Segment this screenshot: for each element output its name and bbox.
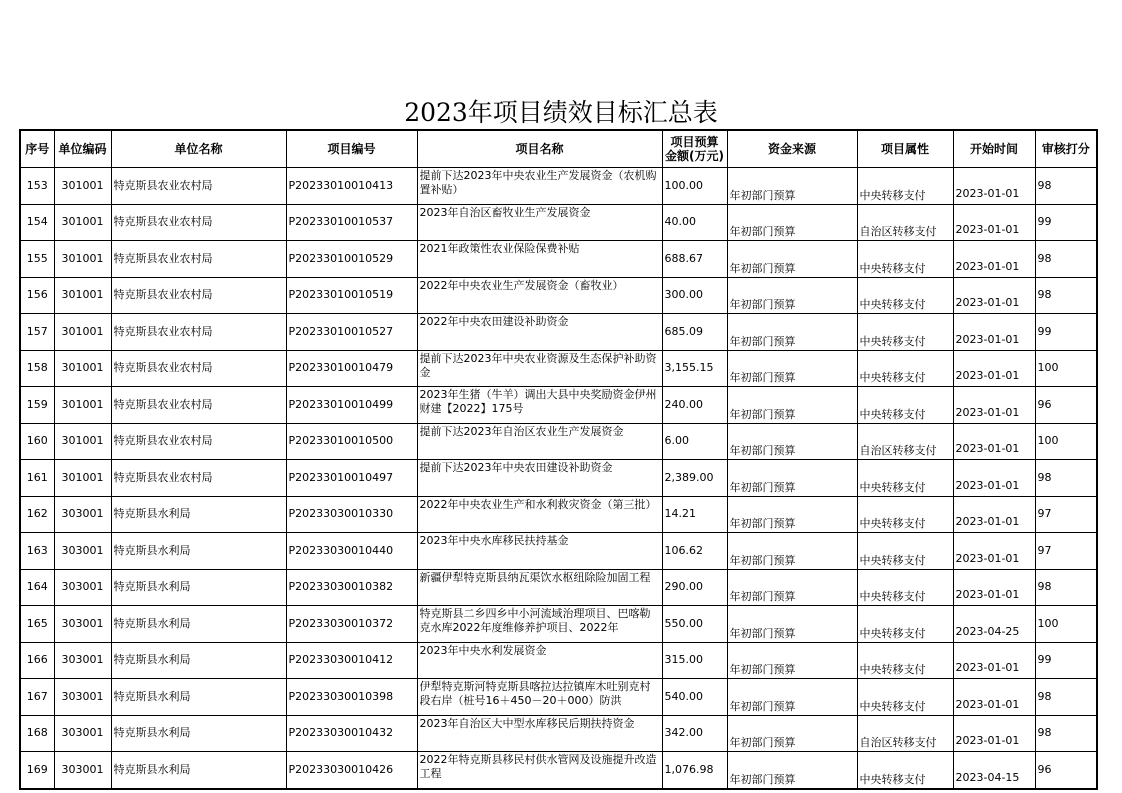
cell-unit-code: 301001 bbox=[54, 423, 111, 460]
cell-amount: 1,076.98 bbox=[662, 752, 727, 789]
cell-score: 99 bbox=[1035, 642, 1097, 679]
header-amount-line2: 金额(万元) bbox=[665, 149, 724, 163]
header-amount-line1: 项目预算 bbox=[670, 135, 719, 149]
cell-amount: 14.21 bbox=[662, 496, 727, 533]
cell-project-name bbox=[417, 168, 662, 205]
cell-score: 98 bbox=[1035, 715, 1097, 752]
cell-fund-source: 年初部门预算 bbox=[727, 350, 857, 387]
cell-project-name bbox=[417, 606, 662, 643]
cell-attribute: 中央转移支付 bbox=[857, 679, 953, 716]
cell-start-date: 2023-01-01 bbox=[953, 715, 1035, 752]
project-name-text: 伊犁特克斯河特克斯县喀拉达拉镇库木吐别克村段右岸（桩号16＋450－20＋000）防洪 bbox=[419, 680, 651, 707]
table-row bbox=[20, 533, 1097, 570]
project-name-text: 提前下达2023年中央农业生产发展资金（农机购置补贴） bbox=[419, 169, 657, 196]
cell-project-code: P20233010010537 bbox=[286, 204, 417, 241]
cell-fund-source: 年初部门预算 bbox=[727, 423, 857, 460]
cell-start-date: 2023-01-01 bbox=[953, 168, 1035, 205]
cell-project-name bbox=[417, 569, 662, 606]
cell-amount: 240.00 bbox=[662, 387, 727, 424]
cell-fund-source: 年初部门预算 bbox=[727, 569, 857, 606]
cell-project-code: P20233030010382 bbox=[286, 569, 417, 606]
cell-score: 98 bbox=[1035, 241, 1097, 278]
project-summary-table bbox=[19, 129, 1098, 790]
table-row bbox=[20, 715, 1097, 752]
header-project-code: 项目编号 bbox=[286, 130, 417, 168]
cell-score: 100 bbox=[1035, 423, 1097, 460]
table-row bbox=[20, 569, 1097, 606]
cell-project-code: P20233030010440 bbox=[286, 533, 417, 570]
cell-project-name bbox=[417, 679, 662, 716]
cell-seq: 169 bbox=[20, 752, 54, 789]
cell-unit-name: 特克斯县农业农村局 bbox=[111, 350, 286, 387]
cell-unit-code: 303001 bbox=[54, 752, 111, 789]
cell-attribute: 中央转移支付 bbox=[857, 387, 953, 424]
cell-start-date: 2023-04-15 bbox=[953, 752, 1035, 789]
cell-start-date: 2023-01-01 bbox=[953, 277, 1035, 314]
cell-start-date: 2023-01-01 bbox=[953, 679, 1035, 716]
project-name-text: 特克斯县二乡四乡中小河流域治理项目、巴喀勒克水库2022年度维修养护项目、2022年 bbox=[419, 607, 651, 634]
cell-unit-code: 303001 bbox=[54, 642, 111, 679]
header-unit-name: 单位名称 bbox=[111, 130, 286, 168]
cell-amount: 100.00 bbox=[662, 168, 727, 205]
cell-amount: 342.00 bbox=[662, 715, 727, 752]
cell-project-code: P20233010010497 bbox=[286, 460, 417, 497]
cell-unit-name: 特克斯县农业农村局 bbox=[111, 460, 286, 497]
cell-start-date: 2023-01-01 bbox=[953, 387, 1035, 424]
cell-project-code: P20233010010479 bbox=[286, 350, 417, 387]
cell-seq: 160 bbox=[20, 423, 54, 460]
cell-attribute: 中央转移支付 bbox=[857, 642, 953, 679]
cell-project-code: P20233030010330 bbox=[286, 496, 417, 533]
cell-project-name bbox=[417, 752, 662, 789]
cell-project-name bbox=[417, 423, 662, 460]
cell-score: 97 bbox=[1035, 496, 1097, 533]
cell-amount: 300.00 bbox=[662, 277, 727, 314]
cell-attribute: 中央转移支付 bbox=[857, 533, 953, 570]
cell-seq: 168 bbox=[20, 715, 54, 752]
project-name-text: 2022年中央农业生产发展资金（畜牧业） bbox=[419, 278, 624, 292]
project-name-text: 2022年特克斯县移民村供水管网及设施提升改造工程 bbox=[419, 753, 657, 780]
cell-seq: 163 bbox=[20, 533, 54, 570]
cell-project-name bbox=[417, 350, 662, 387]
cell-project-name bbox=[417, 241, 662, 278]
cell-attribute: 自治区转移支付 bbox=[857, 423, 953, 460]
cell-unit-name: 特克斯县水利局 bbox=[111, 642, 286, 679]
cell-seq: 161 bbox=[20, 460, 54, 497]
cell-unit-name: 特克斯县水利局 bbox=[111, 606, 286, 643]
cell-unit-name: 特克斯县农业农村局 bbox=[111, 168, 286, 205]
cell-unit-code: 301001 bbox=[54, 350, 111, 387]
cell-unit-code: 301001 bbox=[54, 168, 111, 205]
cell-project-name bbox=[417, 314, 662, 351]
cell-amount: 3,155.15 bbox=[662, 350, 727, 387]
cell-fund-source: 年初部门预算 bbox=[727, 314, 857, 351]
cell-project-code: P20233010010500 bbox=[286, 423, 417, 460]
cell-amount: 688.67 bbox=[662, 241, 727, 278]
page-title: 2023年项目绩效目标汇总表 bbox=[404, 98, 718, 127]
cell-project-code: P20233010010413 bbox=[286, 168, 417, 205]
cell-unit-name: 特克斯县水利局 bbox=[111, 533, 286, 570]
cell-attribute: 自治区转移支付 bbox=[857, 204, 953, 241]
cell-unit-name: 特克斯县水利局 bbox=[111, 496, 286, 533]
cell-unit-code: 301001 bbox=[54, 460, 111, 497]
cell-seq: 162 bbox=[20, 496, 54, 533]
cell-score: 100 bbox=[1035, 606, 1097, 643]
cell-start-date: 2023-01-01 bbox=[953, 350, 1035, 387]
cell-project-code: P20233010010499 bbox=[286, 387, 417, 424]
cell-start-date: 2023-01-01 bbox=[953, 496, 1035, 533]
cell-project-code: P20233030010398 bbox=[286, 679, 417, 716]
table-row bbox=[20, 277, 1097, 314]
cell-seq: 159 bbox=[20, 387, 54, 424]
cell-fund-source: 年初部门预算 bbox=[727, 387, 857, 424]
cell-unit-name: 特克斯县水利局 bbox=[111, 715, 286, 752]
cell-score: 100 bbox=[1035, 350, 1097, 387]
cell-amount: 540.00 bbox=[662, 679, 727, 716]
cell-project-name bbox=[417, 460, 662, 497]
project-name-text: 2023年自治区大中型水库移民后期扶持资金 bbox=[419, 716, 635, 730]
header-seq: 序号 bbox=[20, 130, 54, 168]
cell-attribute: 中央转移支付 bbox=[857, 496, 953, 533]
cell-seq: 167 bbox=[20, 679, 54, 716]
table-row bbox=[20, 460, 1097, 497]
cell-unit-name: 特克斯县农业农村局 bbox=[111, 241, 286, 278]
cell-seq: 164 bbox=[20, 569, 54, 606]
cell-attribute: 中央转移支付 bbox=[857, 241, 953, 278]
cell-unit-name: 特克斯县农业农村局 bbox=[111, 423, 286, 460]
cell-fund-source: 年初部门预算 bbox=[727, 679, 857, 716]
cell-seq: 166 bbox=[20, 642, 54, 679]
project-name-text: 2023年自治区畜牧业生产发展资金 bbox=[419, 205, 591, 219]
cell-amount: 40.00 bbox=[662, 204, 727, 241]
cell-seq: 158 bbox=[20, 350, 54, 387]
cell-start-date: 2023-04-25 bbox=[953, 606, 1035, 643]
project-name-text: 2021年政策性农业保险保费补贴 bbox=[419, 242, 580, 255]
table-row bbox=[20, 350, 1097, 387]
cell-score: 98 bbox=[1035, 569, 1097, 606]
table-row bbox=[20, 606, 1097, 643]
cell-seq: 156 bbox=[20, 277, 54, 314]
cell-score: 98 bbox=[1035, 277, 1097, 314]
project-name-text: 2023年中央水库移民扶持基金 bbox=[419, 534, 569, 547]
cell-seq: 153 bbox=[20, 168, 54, 205]
cell-fund-source: 年初部门预算 bbox=[727, 752, 857, 789]
cell-score: 98 bbox=[1035, 460, 1097, 497]
table-header bbox=[20, 130, 1097, 168]
cell-project-name bbox=[417, 642, 662, 679]
project-name-text: 新疆伊犁特克斯县纳瓦渠饮水枢纽除险加固工程 bbox=[419, 570, 651, 584]
cell-amount: 315.00 bbox=[662, 642, 727, 679]
cell-unit-code: 301001 bbox=[54, 387, 111, 424]
cell-amount: 106.62 bbox=[662, 533, 727, 570]
project-name-text: 2022年中央农业生产和水利救灾资金（第三批） bbox=[419, 497, 657, 511]
cell-project-code: P20233010010519 bbox=[286, 277, 417, 314]
cell-unit-code: 301001 bbox=[54, 241, 111, 278]
cell-unit-code: 301001 bbox=[54, 277, 111, 314]
table-row bbox=[20, 241, 1097, 278]
project-name-text: 提前下达2023年中央农田建设补助资金 bbox=[419, 461, 613, 474]
cell-project-code: P20233030010372 bbox=[286, 606, 417, 643]
cell-project-name bbox=[417, 496, 662, 533]
cell-score: 99 bbox=[1035, 314, 1097, 351]
cell-project-name bbox=[417, 533, 662, 570]
cell-amount: 685.09 bbox=[662, 314, 727, 351]
cell-unit-name: 特克斯县农业农村局 bbox=[111, 204, 286, 241]
table-row bbox=[20, 423, 1097, 460]
cell-amount: 6.00 bbox=[662, 423, 727, 460]
header-project-name: 项目名称 bbox=[417, 130, 662, 168]
cell-fund-source: 年初部门预算 bbox=[727, 460, 857, 497]
cell-fund-source: 年初部门预算 bbox=[727, 204, 857, 241]
table-row bbox=[20, 752, 1097, 789]
cell-fund-source: 年初部门预算 bbox=[727, 277, 857, 314]
project-name-text: 提前下达2023年自治区农业生产发展资金 bbox=[419, 424, 624, 438]
cell-attribute: 中央转移支付 bbox=[857, 168, 953, 205]
cell-fund-source: 年初部门预算 bbox=[727, 241, 857, 278]
cell-start-date: 2023-01-01 bbox=[953, 423, 1035, 460]
cell-project-name bbox=[417, 387, 662, 424]
cell-score: 96 bbox=[1035, 387, 1097, 424]
cell-attribute: 中央转移支付 bbox=[857, 569, 953, 606]
table-row bbox=[20, 314, 1097, 351]
cell-unit-code: 303001 bbox=[54, 606, 111, 643]
cell-score: 98 bbox=[1035, 168, 1097, 205]
cell-unit-name: 特克斯县农业农村局 bbox=[111, 314, 286, 351]
project-name-text: 2023年中央水利发展资金 bbox=[419, 643, 547, 657]
cell-project-name bbox=[417, 715, 662, 752]
cell-fund-source: 年初部门预算 bbox=[727, 533, 857, 570]
cell-unit-code: 303001 bbox=[54, 533, 111, 570]
cell-unit-name: 特克斯县农业农村局 bbox=[111, 387, 286, 424]
cell-fund-source: 年初部门预算 bbox=[727, 168, 857, 205]
header-attribute: 项目属性 bbox=[857, 130, 953, 168]
cell-attribute: 中央转移支付 bbox=[857, 606, 953, 643]
cell-project-name bbox=[417, 204, 662, 241]
cell-unit-name: 特克斯县水利局 bbox=[111, 679, 286, 716]
cell-project-code: P20233030010426 bbox=[286, 752, 417, 789]
cell-seq: 154 bbox=[20, 204, 54, 241]
cell-score: 99 bbox=[1035, 204, 1097, 241]
cell-project-code: P20233030010412 bbox=[286, 642, 417, 679]
cell-attribute: 中央转移支付 bbox=[857, 314, 953, 351]
project-name-text: 2023年生猪（牛羊）调出大县中央奖励资金伊州财建【2022】175号 bbox=[419, 388, 657, 415]
cell-project-code: P20233010010527 bbox=[286, 314, 417, 351]
project-name-text: 2022年中央农田建设补助资金 bbox=[419, 315, 569, 328]
cell-seq: 165 bbox=[20, 606, 54, 643]
cell-amount: 290.00 bbox=[662, 569, 727, 606]
table-row bbox=[20, 496, 1097, 533]
cell-start-date: 2023-01-01 bbox=[953, 314, 1035, 351]
cell-amount: 550.00 bbox=[662, 606, 727, 643]
cell-attribute: 中央转移支付 bbox=[857, 752, 953, 789]
cell-fund-source: 年初部门预算 bbox=[727, 606, 857, 643]
cell-fund-source: 年初部门预算 bbox=[727, 642, 857, 679]
cell-unit-name: 特克斯县水利局 bbox=[111, 569, 286, 606]
table-row bbox=[20, 679, 1097, 716]
header-row bbox=[20, 130, 1097, 168]
header-unit-code: 单位编码 bbox=[54, 130, 111, 168]
cell-unit-name: 特克斯县农业农村局 bbox=[111, 277, 286, 314]
cell-amount: 2,389.00 bbox=[662, 460, 727, 497]
cell-start-date: 2023-01-01 bbox=[953, 460, 1035, 497]
cell-fund-source: 年初部门预算 bbox=[727, 715, 857, 752]
cell-attribute: 中央转移支付 bbox=[857, 277, 953, 314]
cell-unit-code: 303001 bbox=[54, 569, 111, 606]
header-fund-source: 资金来源 bbox=[727, 130, 857, 168]
cell-attribute: 中央转移支付 bbox=[857, 460, 953, 497]
table-row bbox=[20, 168, 1097, 205]
cell-project-name bbox=[417, 277, 662, 314]
cell-attribute: 自治区转移支付 bbox=[857, 715, 953, 752]
cell-unit-name: 特克斯县水利局 bbox=[111, 752, 286, 789]
table-row bbox=[20, 387, 1097, 424]
cell-score: 98 bbox=[1035, 679, 1097, 716]
cell-start-date: 2023-01-01 bbox=[953, 569, 1035, 606]
cell-fund-source: 年初部门预算 bbox=[727, 496, 857, 533]
header-score: 审核打分 bbox=[1035, 130, 1097, 168]
cell-score: 97 bbox=[1035, 533, 1097, 570]
cell-start-date: 2023-01-01 bbox=[953, 533, 1035, 570]
cell-unit-code: 303001 bbox=[54, 715, 111, 752]
project-name-text: 提前下达2023年中央农业资源及生态保护补助资金 bbox=[419, 351, 657, 379]
cell-project-code: P20233010010529 bbox=[286, 241, 417, 278]
cell-start-date: 2023-01-01 bbox=[953, 204, 1035, 241]
cell-score: 96 bbox=[1035, 752, 1097, 789]
table-row bbox=[20, 204, 1097, 241]
cell-attribute: 中央转移支付 bbox=[857, 350, 953, 387]
table-body bbox=[20, 168, 1097, 789]
cell-unit-code: 301001 bbox=[54, 314, 111, 351]
header-start-date: 开始时间 bbox=[953, 130, 1035, 168]
cell-start-date: 2023-01-01 bbox=[953, 642, 1035, 679]
cell-start-date: 2023-01-01 bbox=[953, 241, 1035, 278]
cell-unit-code: 303001 bbox=[54, 496, 111, 533]
cell-unit-code: 303001 bbox=[54, 679, 111, 716]
cell-seq: 155 bbox=[20, 241, 54, 278]
header-amount bbox=[662, 130, 727, 168]
cell-seq: 157 bbox=[20, 314, 54, 351]
cell-unit-code: 301001 bbox=[54, 204, 111, 241]
table-row bbox=[20, 642, 1097, 679]
cell-project-code: P20233030010432 bbox=[286, 715, 417, 752]
